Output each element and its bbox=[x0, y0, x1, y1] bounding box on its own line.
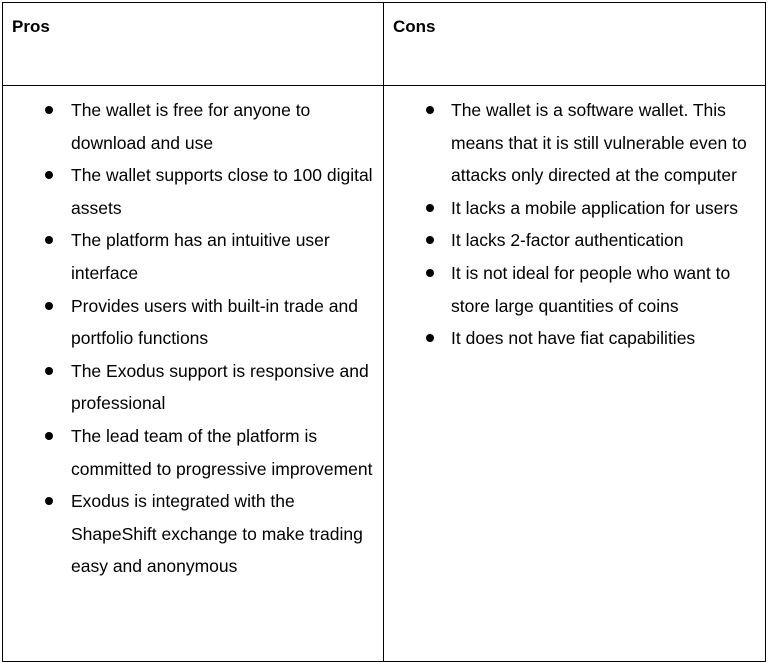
pros-list-item: The platform has an intuitive user interface bbox=[3, 224, 383, 289]
cons-list-item: It lacks 2-factor authentication bbox=[384, 224, 765, 257]
pros-list-item: Provides users with built-in trade and portfolio functions bbox=[3, 290, 383, 355]
cons-header: Cons bbox=[384, 3, 766, 86]
cons-list-item: It is not ideal for people who want to store large quantities of coins bbox=[384, 257, 765, 322]
pros-list bbox=[3, 94, 383, 583]
cons-list bbox=[384, 94, 765, 355]
pros-cons-table bbox=[2, 2, 766, 662]
content-row bbox=[3, 86, 766, 662]
pros-list-item: The Exodus support is responsive and professional bbox=[3, 355, 383, 420]
cons-list-item: It does not have fiat capabilities bbox=[384, 322, 765, 355]
cons-cell bbox=[384, 86, 766, 662]
pros-list-item: Exodus is integrated with the ShapeShift exchange to make trading easy and anonymous bbox=[3, 485, 383, 583]
pros-list-item: The wallet is free for anyone to download and use bbox=[3, 94, 383, 159]
cons-list-item: The wallet is a software wallet. This means that it is still vulnerable even to attacks only directed at the computer bbox=[384, 94, 765, 192]
header-row bbox=[3, 3, 766, 86]
pros-list-item: The lead team of the platform is committed to progressive improvement bbox=[3, 420, 383, 485]
pros-list-item: The wallet supports close to 100 digital assets bbox=[3, 159, 383, 224]
pros-cell bbox=[3, 86, 384, 662]
pros-header: Pros bbox=[3, 3, 384, 86]
cons-list-item: It lacks a mobile application for users bbox=[384, 192, 765, 225]
